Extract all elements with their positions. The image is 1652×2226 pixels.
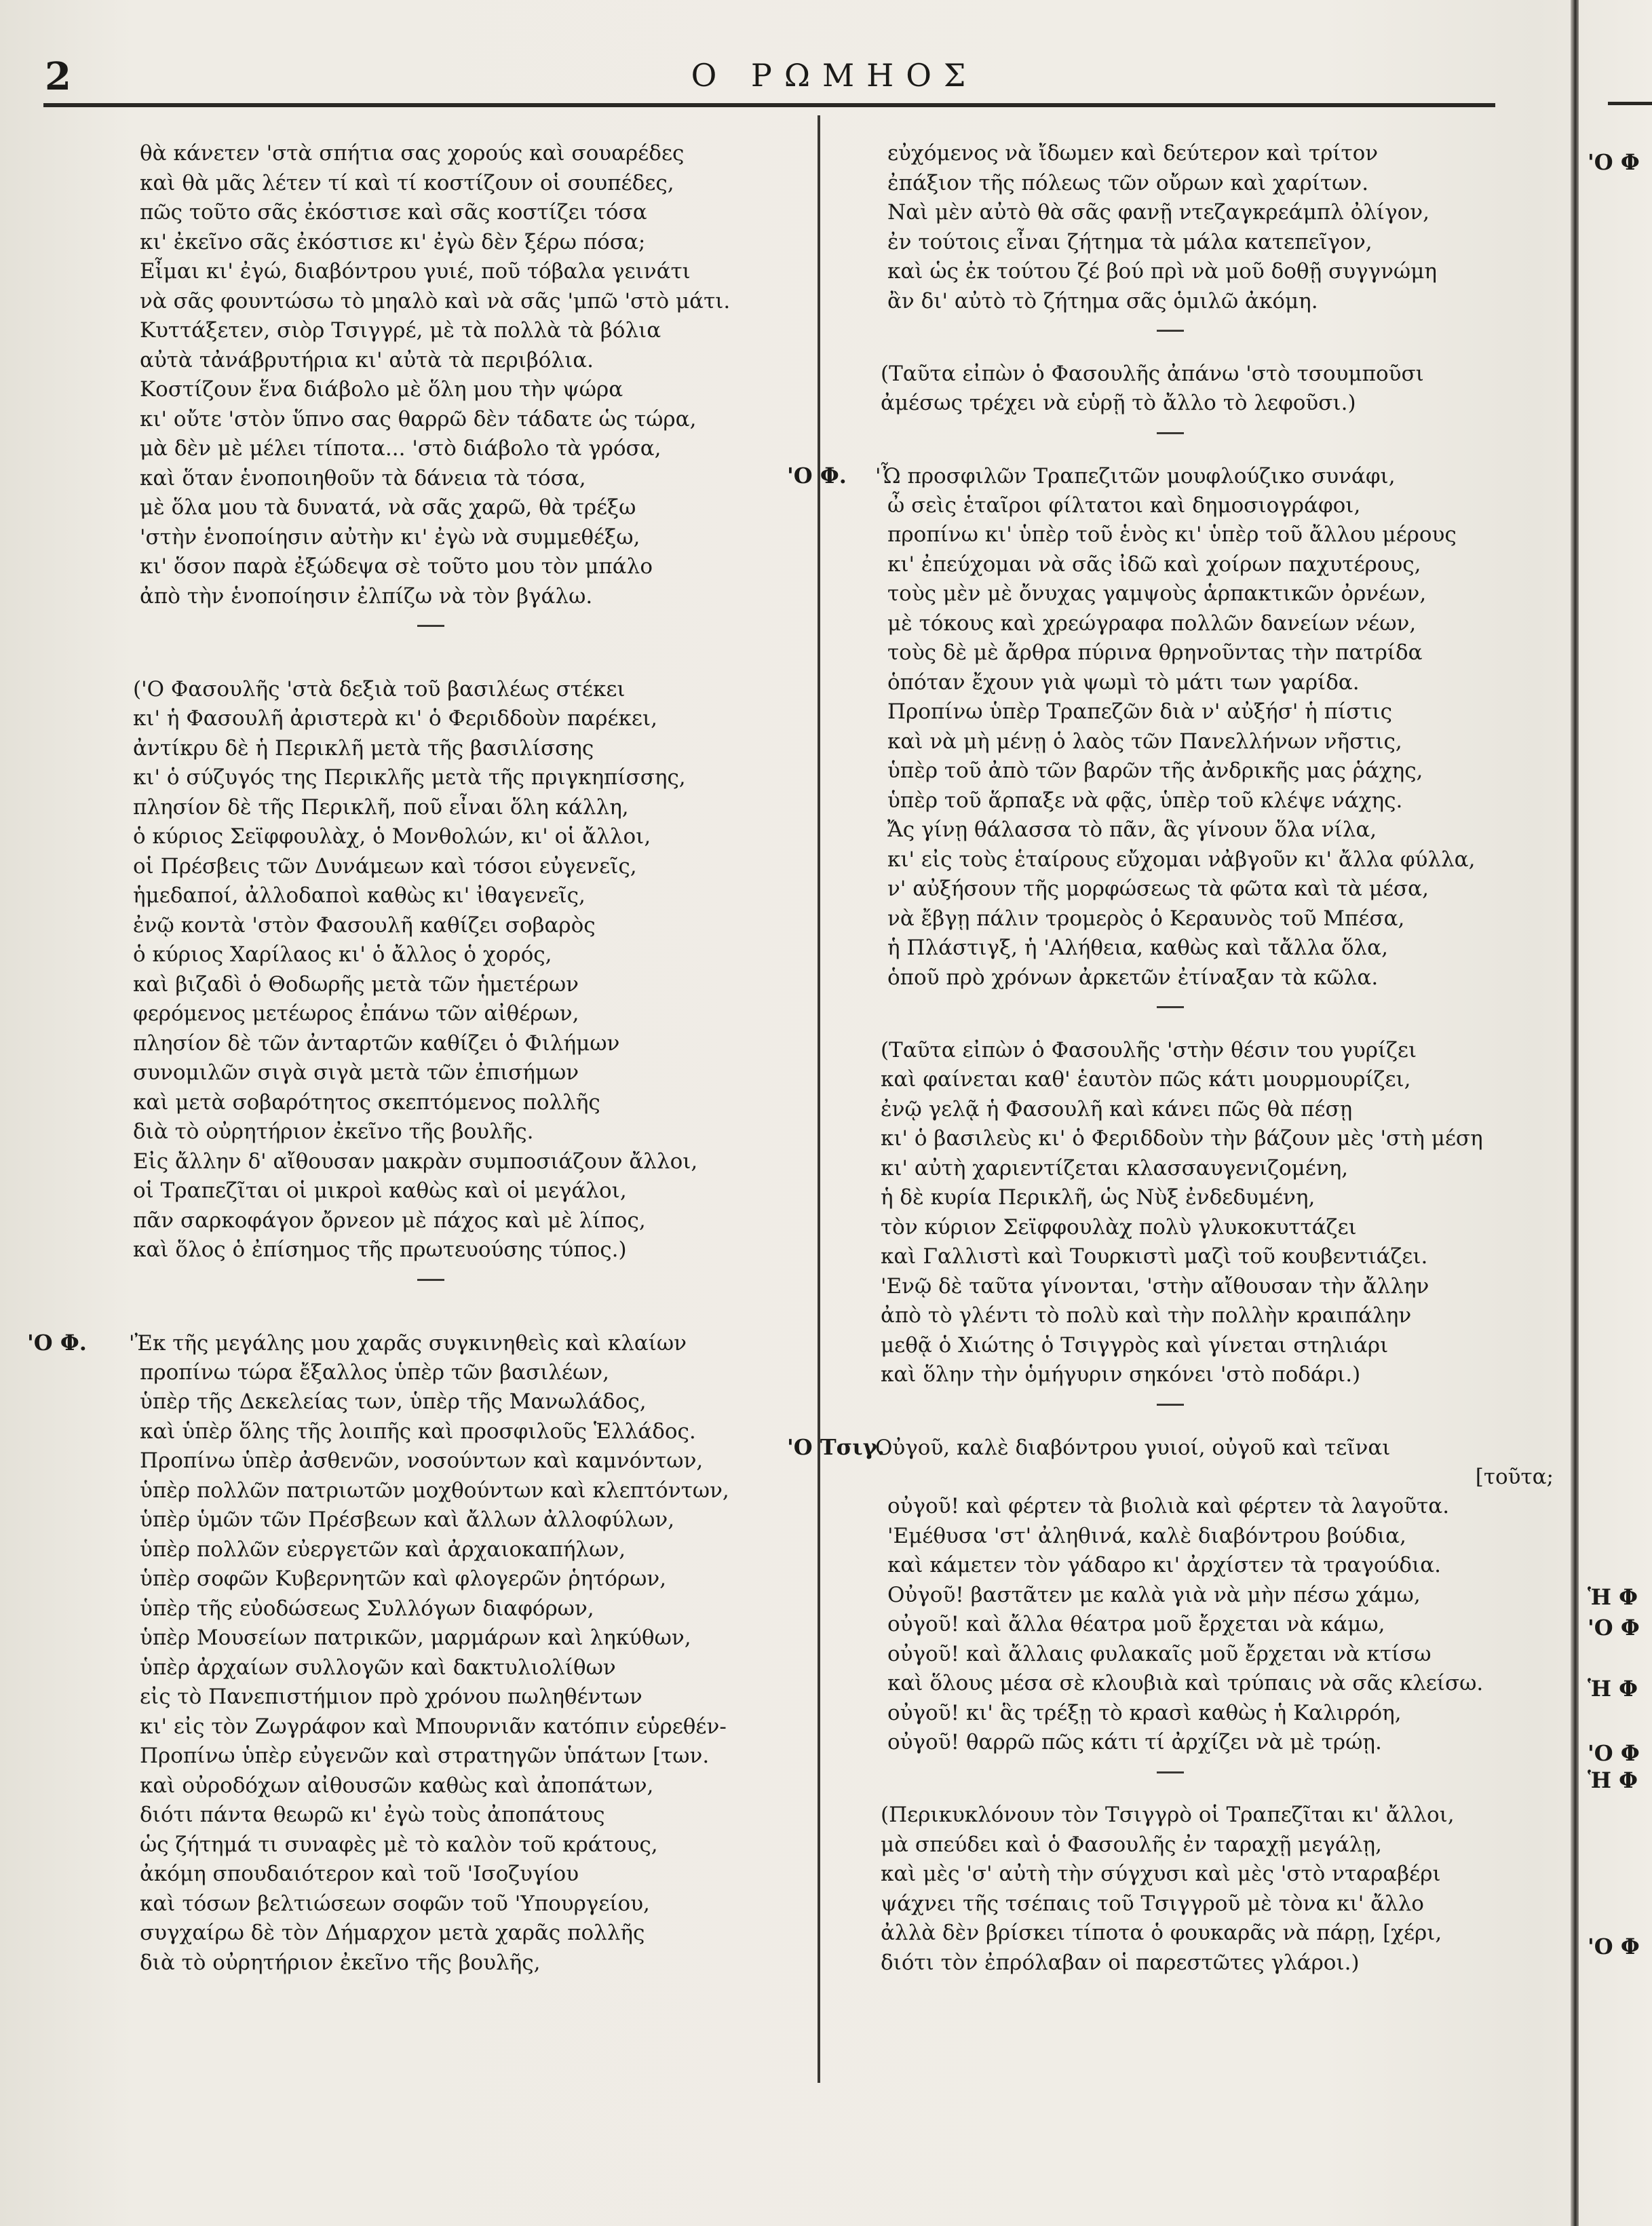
verse-line: πλησίον δὲ τῆς Περικλῆ, ποῦ εἶναι ὅλη κάλλη,: [133, 794, 629, 820]
verse-line: προπίνω τώρα ἔξαλλος ὑπὲρ τῶν βασιλέων,: [140, 1360, 609, 1385]
verse-line: κι' ὅσον παρὰ ἐξώδεψα σὲ τοῦτο μου τὸν μπάλο: [140, 554, 653, 579]
verse-line: Ἄς γίνῃ θάλασσα τὸ πᾶν, ἃς γίνουν ὅλα νίλα,: [887, 818, 1377, 842]
verse-line: αὐτὰ τἀνάβρυτήρια κι' αὐτὰ τὰ περιβόλια.: [140, 347, 594, 372]
verse-line: καὶ Γαλλιστὶ καὶ Τουρκιστὶ μαζὶ τοῦ κουβεντιάζει.: [881, 1244, 1428, 1269]
verse-line: οἱ Πρέσβεις τῶν Δυνάμεων καὶ τόσοι εὐγενεῖς,: [133, 853, 637, 879]
verse-line: ὑπὲρ τοῦ ἀπὸ τῶν βαρῶν τῆς ἀνδρικῆς μας ῥάχης,: [887, 759, 1423, 783]
left-stage-direction: [27, 675, 787, 1265]
verse-line: ὦ σεὶς ἑταῖροι φίλτατοι καὶ δημοσιογράφοι,: [887, 493, 1361, 518]
verse-line: οὐγοῦ! καὶ ἄλλαις φυλακαῖς μοῦ ἔρχεται νὰ κτίσω: [887, 1641, 1432, 1666]
verse-line: ἐνῷ κοντὰ 'στὸν Φασουλῆ καθίζει σοβαρὸς: [133, 913, 596, 938]
verse-line: ὑπὲρ τοῦ ἅρπαξε νὰ φᾷς, ὑπὲρ τοῦ κλέψε νάχης.: [887, 788, 1403, 813]
header-rule: [43, 103, 1495, 107]
verse-line: μεθᾷ ὁ Χιώτης ὁ Τσιγγρὸς καὶ γίνεται στηλιάρι: [881, 1332, 1389, 1358]
verse-line: θὰ κάνετεν 'στὰ σπήτια σας χορούς καὶ σουαρέδες: [140, 141, 685, 166]
verse-line: ἂν δι' αὐτὸ τὸ ζήτημα σᾶς ὁμιλῶ ἀκόμη.: [887, 288, 1318, 313]
verse-line: κι' αὐτὴ χαριεντίζεται κλασσαυγενιζομένη,: [881, 1155, 1349, 1181]
right-speech-1: [787, 461, 1567, 993]
verse-line: τοὺς δὲ μὲ ἄρθρα πύρινα θρηνοῦντας τὴν πατρίδα: [887, 640, 1423, 665]
section-separator: [787, 330, 1567, 360]
verse-line: ν' αὐξήσουν τῆς μορφώσεως τὰ φῶτα καὶ τὰ μέσα,: [887, 877, 1429, 901]
verse-line: ἐπάξιον τῆς πόλεως τῶν οὔρων καὶ χαρίτων.: [887, 170, 1369, 195]
verse-line: ὑπὲρ τῆς Δεκελείας των, ὑπὲρ τῆς Μανωλάδος,: [140, 1389, 647, 1414]
right-speech-2: [787, 1433, 1567, 1758]
verse-line: κι' ἐπεύχομαι νὰ σᾶς ἰδῶ καὶ χοίρων παχυτέρους,: [887, 552, 1421, 577]
verse-line: νὰ ἔβγῃ πάλιν τρομερὸς ὁ Κεραυνὸς τοῦ Μπέσα,: [887, 906, 1405, 931]
verse-line: 'στὴν ἑνοποίησιν αὐτὴν κι' ἐγὼ νὰ συμμεθέξω,: [140, 524, 640, 550]
section-separator: [787, 1404, 1567, 1434]
masthead-title: Ο ΡΩΜΗΟΣ: [691, 57, 978, 94]
verse-line: 'Ενῷ δὲ ταῦτα γίνονται, 'στὴν αἴθουσαν τὴν ἄλλην: [881, 1273, 1429, 1299]
left-speech: [27, 1328, 787, 1978]
verse-line: ἐν τούτοις εἶναι ζήτημα τὰ μάλα κατεπεῖγον,: [887, 229, 1372, 254]
section-separator: [27, 625, 787, 655]
verse-line: ἀντίκρυ δὲ ἡ Περικλῆ μετὰ τῆς βασιλίσσης: [133, 735, 594, 761]
verse-line: ψάχνει τῆς τσέπαις τοῦ Τσιγγροῦ μὲ τὸνα κι' ἄλλο: [881, 1891, 1424, 1916]
next-page-fragment: Ἡ Φ: [1588, 1767, 1638, 1793]
verse-line: ἡ Πλάστιγξ, ἡ 'Αλήθεια, καθὼς καὶ τἄλλα ὅλα,: [887, 936, 1388, 960]
page-number: 2: [45, 54, 71, 99]
next-page-fragment: Ἡ Φ: [1588, 1676, 1638, 1702]
verse-line: ὁ κύριος Σεϊφφουλὰχ, ὁ Μονθολών, κι' οἱ ἄλλοι,: [133, 824, 651, 849]
verse-line: ὡς ζήτημά τι συναφὲς μὲ τὸ καλὸν τοῦ κράτους,: [140, 1832, 658, 1857]
right-stage-direction-1: [787, 360, 1567, 419]
verse-line: διότι τὸν ἐπρόλαβαν οἱ παρεστῶτες γλάροι.): [881, 1950, 1360, 1975]
section-separator: [787, 432, 1567, 462]
left-stanza-1: [27, 139, 787, 611]
verse-line: συγχαίρω δὲ τὸν Δήμαρχον μετὰ χαρᾶς πολλῆς: [140, 1921, 645, 1945]
verse-line: 'Εμέθυσα 'στ' ἀληθινά, καλὲ διαβόντρου βούδια,: [887, 1523, 1406, 1548]
speech-lines: [787, 491, 1567, 993]
verse-line: οἱ Τραπεζῖται οἱ μικροὶ καθὼς καὶ οἱ μεγάλοι,: [133, 1178, 627, 1203]
verse-line: μὲ ὅλα μου τὰ δυνατά, νὰ σᾶς χαρῶ, θὰ τρέξω: [140, 495, 636, 520]
verse-line: Εἶμαι κι' ἐγώ, διαβόντρου γυιέ, ποῦ τόβαλα γεινάτι: [140, 259, 691, 284]
verse-line: ὑπὲρ ὑμῶν τῶν Πρέσβεων καὶ ἄλλων ἀλλοφύλων,: [140, 1508, 675, 1532]
verse-line: οὐγοῦ! κι' ἃς τρέξῃ τὸ κρασὶ καθὼς ἡ Καλιρρόη,: [887, 1700, 1402, 1725]
verse-line: ἡ δὲ κυρία Περικλῆ, ὡς Νὺξ ἐνδεδυμένη,: [881, 1185, 1315, 1210]
right-stage-direction-2: [787, 1036, 1567, 1390]
next-page-fragment: Ἡ Φ: [1588, 1584, 1638, 1610]
verse-line: κι' εἰς τὸν Ζωγράφον καὶ Μπουρνιᾶν κατόπιν εὑρεθέν-: [140, 1714, 727, 1739]
verse-line: ἀμέσως τρέχει νὰ εὑρῇ τὸ ἄλλο τὸ λεφοῦσι.): [881, 391, 1356, 415]
verse-line: κι' ὁ βασιλεὺς κι' ὁ Φεριδδοὺν τὴν βάζουν μὲς 'στὴ μέση: [881, 1126, 1483, 1151]
verse-line: ὁποῦ πρὸ χρόνων ἀρκετῶν ἐτίναξαν τὰ κῶλα.: [887, 965, 1379, 990]
verse-line: πᾶν σαρκοφάγον ὄρνεον μὲ πάχος καὶ μὲ λίπος,: [133, 1208, 646, 1233]
verse-line: καὶ ὑπὲρ ὅλης τῆς λοιπῆς καὶ προσφιλοῦς Ἑλλάδος.: [140, 1419, 696, 1444]
verse-line: καὶ ὅταν ἑνοποιηθοῦν τὰ δάνεια τὰ τόσα,: [140, 465, 586, 491]
verse-line: ὑπὲρ τῆς εὐοδώσεως Συλλόγων διαφόρων,: [140, 1596, 594, 1621]
verse-line: καὶ μὲς 'σ' αὐτὴ τὴν σύγχυσι καὶ μὲς 'στὸ νταραβέρι: [881, 1862, 1441, 1886]
speech-lines: [787, 1492, 1567, 1758]
next-page-rule: [1608, 102, 1652, 105]
verse-line: εἰς τὸ Πανεπιστήμιον πρὸ χρόνου πωληθέντων: [140, 1685, 642, 1709]
verse-line: ὑπὲρ σοφῶν Κυβερνητῶν καὶ φλογερῶν ῥητόρων,: [140, 1567, 667, 1591]
verse-line: διότι πάντα θεωρῶ κι' ἐγὼ τοὺς ἀποπάτους: [140, 1803, 605, 1827]
speaker-label: 'Ο Φ.: [27, 1330, 87, 1356]
verse-line: μὰ σπεύδει καὶ ὁ Φασουλῆς ἐν ταραχῇ μεγάλῃ,: [881, 1832, 1382, 1857]
verse-line: διὰ τὸ οὐρητήριον ἐκεῖνο τῆς βουλῆς,: [140, 1950, 541, 1975]
verse-line: ὑπὲρ πολλῶν πατριωτῶν μοχθούντων καὶ κλεπτόντων,: [140, 1478, 729, 1503]
verse-line: καὶ ὅλος ὁ ἐπίσημος τῆς πρωτευούσης τύπος.): [133, 1237, 627, 1262]
section-separator: [787, 1006, 1567, 1036]
verse-line: Εἰς ἄλλην δ' αἴθουσαν μακρὰν συμποσιάζουν ἄλλοι,: [133, 1149, 698, 1174]
verse-line: μὰ δὲν μὲ μέλει τίποτα... 'στὸ διάβολο τὰ γρόσα,: [140, 436, 661, 461]
verse-line: (Περικυκλόνουν τὸν Τσιγγρὸ οἱ Τραπεζῖται κι' ἄλλοι,: [881, 1803, 1455, 1827]
verse-line: Προπίνω ὑπὲρ ἀσθενῶν, νοσούντων καὶ καμνόντων,: [140, 1448, 704, 1473]
verse-line: καὶ νὰ μὴ μένῃ ὁ λαὸς τῶν Πανελλήνων νῆστις,: [887, 729, 1402, 754]
verse-line: εὐχόμενος νὰ ἴδωμεν καὶ δεύτερον καὶ τρίτον: [887, 141, 1379, 166]
verse-line: καὶ θὰ μᾶς λέτεν τί καὶ τί κοστίζουν οἱ σουπέδες,: [140, 170, 674, 195]
verse-line: συνομιλῶν σιγὰ σιγὰ μετὰ τῶν ἐπισήμων: [133, 1060, 579, 1085]
speech-first-line: 'Ο Φ. 'Ἐκ τῆς μεγάλης μου χαρᾶς συγκινηθεὶς καὶ κλαίων: [27, 1328, 787, 1358]
verse-line: κι' ἡ Φασουλῆ ἀριστερὰ κι' ὁ Φεριδδοὺν παρέκει,: [133, 706, 657, 731]
verse-line: ὑπὲρ ἀρχαίων συλλογῶν καὶ δακτυλιολίθων: [140, 1655, 616, 1680]
verse-line: προπίνω κι' ὑπὲρ τοῦ ἑνὸς κι' ὑπὲρ τοῦ ἄλλου μέρους: [887, 522, 1457, 547]
verse-line: οὐγοῦ! καὶ φέρτεν τὰ βιολιὰ καὶ φέρτεν τὰ λαγοῦτα.: [887, 1494, 1450, 1518]
left-column: [27, 139, 787, 1978]
verse-line: Προπίνω ὑπὲρ Τραπεζῶν διὰ ν' αὐξήσ' ἡ πίστις: [887, 699, 1392, 724]
verse-line: οὐγοῦ! θαρρῶ πῶς κάτι τί ἀρχίζει νὰ μὲ τρώῃ.: [887, 1730, 1382, 1754]
verse-line: καὶ ὅλην τὴν ὁμήγυριν σηκόνει 'στὸ ποδάρι.): [881, 1362, 1361, 1387]
verse-line: τοὺς μὲν μὲ ὄνυχας γαμψοὺς ἁρπακτικῶν ὀρνέων,: [887, 581, 1427, 606]
verse-line: Οὐγοῦ! βαστᾶτεν με καλὰ γιὰ νὰ μὴν πέσω χάμω,: [887, 1582, 1421, 1607]
verse-line: καὶ βιζαδὶ ὁ Θοδωρῆς μετὰ τῶν ἡμετέρων: [133, 972, 579, 997]
verse-line: πῶς τοῦτο σᾶς ἐκόστισε καὶ σᾶς κοστίζει τόσα: [140, 200, 647, 225]
verse-line: ἀλλὰ δὲν βρίσκει τίποτα ὁ φουκαρᾶς νὰ πάρῃ, [χέρι,: [881, 1921, 1442, 1945]
verse-line: ἡμεδαποί, ἀλλοδαποὶ καθὼς κι' ἰθαγενεῖς,: [133, 883, 585, 908]
verse-line: καὶ ὅλους μέσα σὲ κλουβιὰ καὶ τρύπαις νὰ σᾶς κλείσω.: [887, 1671, 1484, 1695]
verse-line: ('Ο Φασουλῆς 'στὰ δεξιὰ τοῦ βασιλέως στέκει: [133, 676, 626, 702]
section-separator: [787, 1771, 1567, 1801]
section-separator: [27, 1279, 787, 1309]
verse-line: κι' ὁ σύζυγός της Περικλῆς μετὰ τῆς πριγκηπίσσης,: [133, 765, 686, 790]
verse-line: Κυττάξετεν, σιὸρ Τσιγγρέ, μὲ τὰ πολλὰ τὰ βόλια: [140, 318, 661, 343]
verse-line: ἐνῷ γελᾷ ἡ Φασουλῆ καὶ κάνει πῶς θὰ πέσῃ: [881, 1096, 1353, 1121]
next-page-fragment: 'Ο Φ: [1588, 149, 1640, 175]
right-verse-1: [787, 139, 1567, 316]
verse-line: κι' ἐκεῖνο σᾶς ἐκόστισε κι' ἐγὼ δὲν ξέρω πόσα;: [140, 229, 646, 254]
next-page-fragment: 'Ο Φ: [1588, 1615, 1640, 1640]
verse-line: ἀκόμη σπουδαιότερον καὶ τοῦ 'Ισοζυγίου: [140, 1862, 579, 1886]
verse-line: καὶ κάμετεν τὸν γάδαρο κι' ἀρχίστεν τὰ τραγούδια.: [887, 1553, 1442, 1577]
verse-line: κι' εἰς τοὺς ἑταίρους εὔχομαι νἀβγοῦν κι' ἄλλα φύλλα,: [887, 847, 1476, 872]
verse-line: τὸν κύριον Σεϊφφουλὰχ πολὺ γλυκοκυττάζει: [881, 1214, 1357, 1240]
verse-line: φερόμενος μετέωρος ἐπάνω τῶν αἰθέρων,: [133, 1001, 579, 1026]
speech-first-line: 'Ο Φ. 'Ὦ προσφιλῶν Τραπεζιτῶν μουφλούζικο συνάφι,: [787, 461, 1567, 491]
verse-line: ὑπὲρ Μουσείων πατρικῶν, μαρμάρων καὶ ληκύθων,: [140, 1626, 691, 1650]
verse-line: καὶ οὐροδόχων αἰθουσῶν καθὼς καὶ ἀποπάτων,: [140, 1773, 654, 1798]
verse-line: ἀπὸ τὴν ἑνοποίησιν ἐλπίζω νὰ τὸν βγάλω.: [140, 583, 593, 609]
right-stage-direction-3: [787, 1801, 1567, 1978]
verse-line: κι' οὔτε 'στὸν ὕπνο σας θαρρῶ δὲν τάδατε ὡς τώρα,: [140, 406, 697, 431]
verse-line: ὑπὲρ πολλῶν εὐεργετῶν καὶ ἀρχαιοκαπήλων,: [140, 1537, 626, 1562]
verse-line: (Ταῦτα εἰπὼν ὁ Φασουλῆς 'στὴν θέσιν του γυρίζει: [881, 1037, 1417, 1062]
verse-line: διὰ τὸ οὐρητήριον ἐκεῖνο τῆς βουλῆς.: [133, 1119, 534, 1144]
verse-line: πλησίον δὲ τῶν ἀνταρτῶν καθίζει ὁ Φιλήμων: [133, 1031, 620, 1056]
speaker-label: 'Ο Φ.: [787, 463, 847, 488]
verse-line: καὶ ὡς ἐκ τούτου ζέ βού πρὶ νὰ μοῦ δοθῇ συγγνώμη: [887, 259, 1437, 284]
verse-line: καὶ τόσων βελτιώσεων σοφῶν τοῦ 'Υπουργείου,: [140, 1891, 650, 1916]
verse-line: Ναὶ μὲν αὐτὸ θὰ σᾶς φανῇ ντεζαγκρεάμπλ ὀλίγον,: [887, 200, 1429, 225]
speech-continuation: [τοῦτα;: [1475, 1464, 1554, 1489]
verse-line: οὐγοῦ! καὶ ἄλλα θέατρα μοῦ ἔρχεται νὰ κάμω,: [887, 1612, 1385, 1636]
right-column: [787, 139, 1567, 1978]
verse-line: ὁπόταν ἔχουν γιὰ ψωμὶ τὸ μάτι των γαρίδα.: [887, 670, 1360, 695]
verse-line: Προπίνω ὑπὲρ εὐγενῶν καὶ στρατηγῶν ὑπάτων [των.: [140, 1744, 710, 1768]
speech-lines: [27, 1358, 787, 1978]
verse-line: μὲ τόκους καὶ χρεώγραφα πολλῶν δανείων νέων,: [887, 611, 1417, 636]
next-page-fragment: 'Ο Φ: [1588, 1934, 1640, 1959]
verse-line: (Ταῦτα εἰπὼν ὁ Φασουλῆς ἀπάνω 'στὸ τσουμποῦσι: [881, 361, 1424, 386]
binding-gutter: [1571, 0, 1579, 2226]
speech-first-line: 'Ο Τσιγ.Οὐγοῦ, καλὲ διαβόντρου γυιοί, οὐγοῦ καὶ τεῖναι: [787, 1433, 1567, 1463]
verse-line: ὁ κύριος Χαρίλαος κι' ὁ ἄλλος ὁ χορός,: [133, 942, 552, 967]
verse-line: καὶ μετὰ σοβαρότητος σκεπτόμενος πολλῆς: [133, 1090, 600, 1115]
verse-line: Κοστίζουν ἕνα διάβολο μὲ ὅλη μου τὴν ψώρα: [140, 377, 623, 402]
speaker-label: 'Ο Τσιγ.: [787, 1434, 885, 1460]
verse-line: ἀπὸ τὸ γλέντι τὸ πολὺ καὶ τὴν πολλὴν κραιπάλην: [881, 1303, 1412, 1328]
verse-line: νὰ σᾶς φουντώσω τὸ μηαλὸ καὶ νὰ σᾶς 'μπῶ 'στὸ μάτι.: [140, 288, 731, 313]
verse-line: καὶ φαίνεται καθ' ἑαυτὸν πῶς κάτι μουρμουρίζει,: [881, 1067, 1411, 1092]
next-page-fragment: 'Ο Φ: [1588, 1740, 1640, 1766]
